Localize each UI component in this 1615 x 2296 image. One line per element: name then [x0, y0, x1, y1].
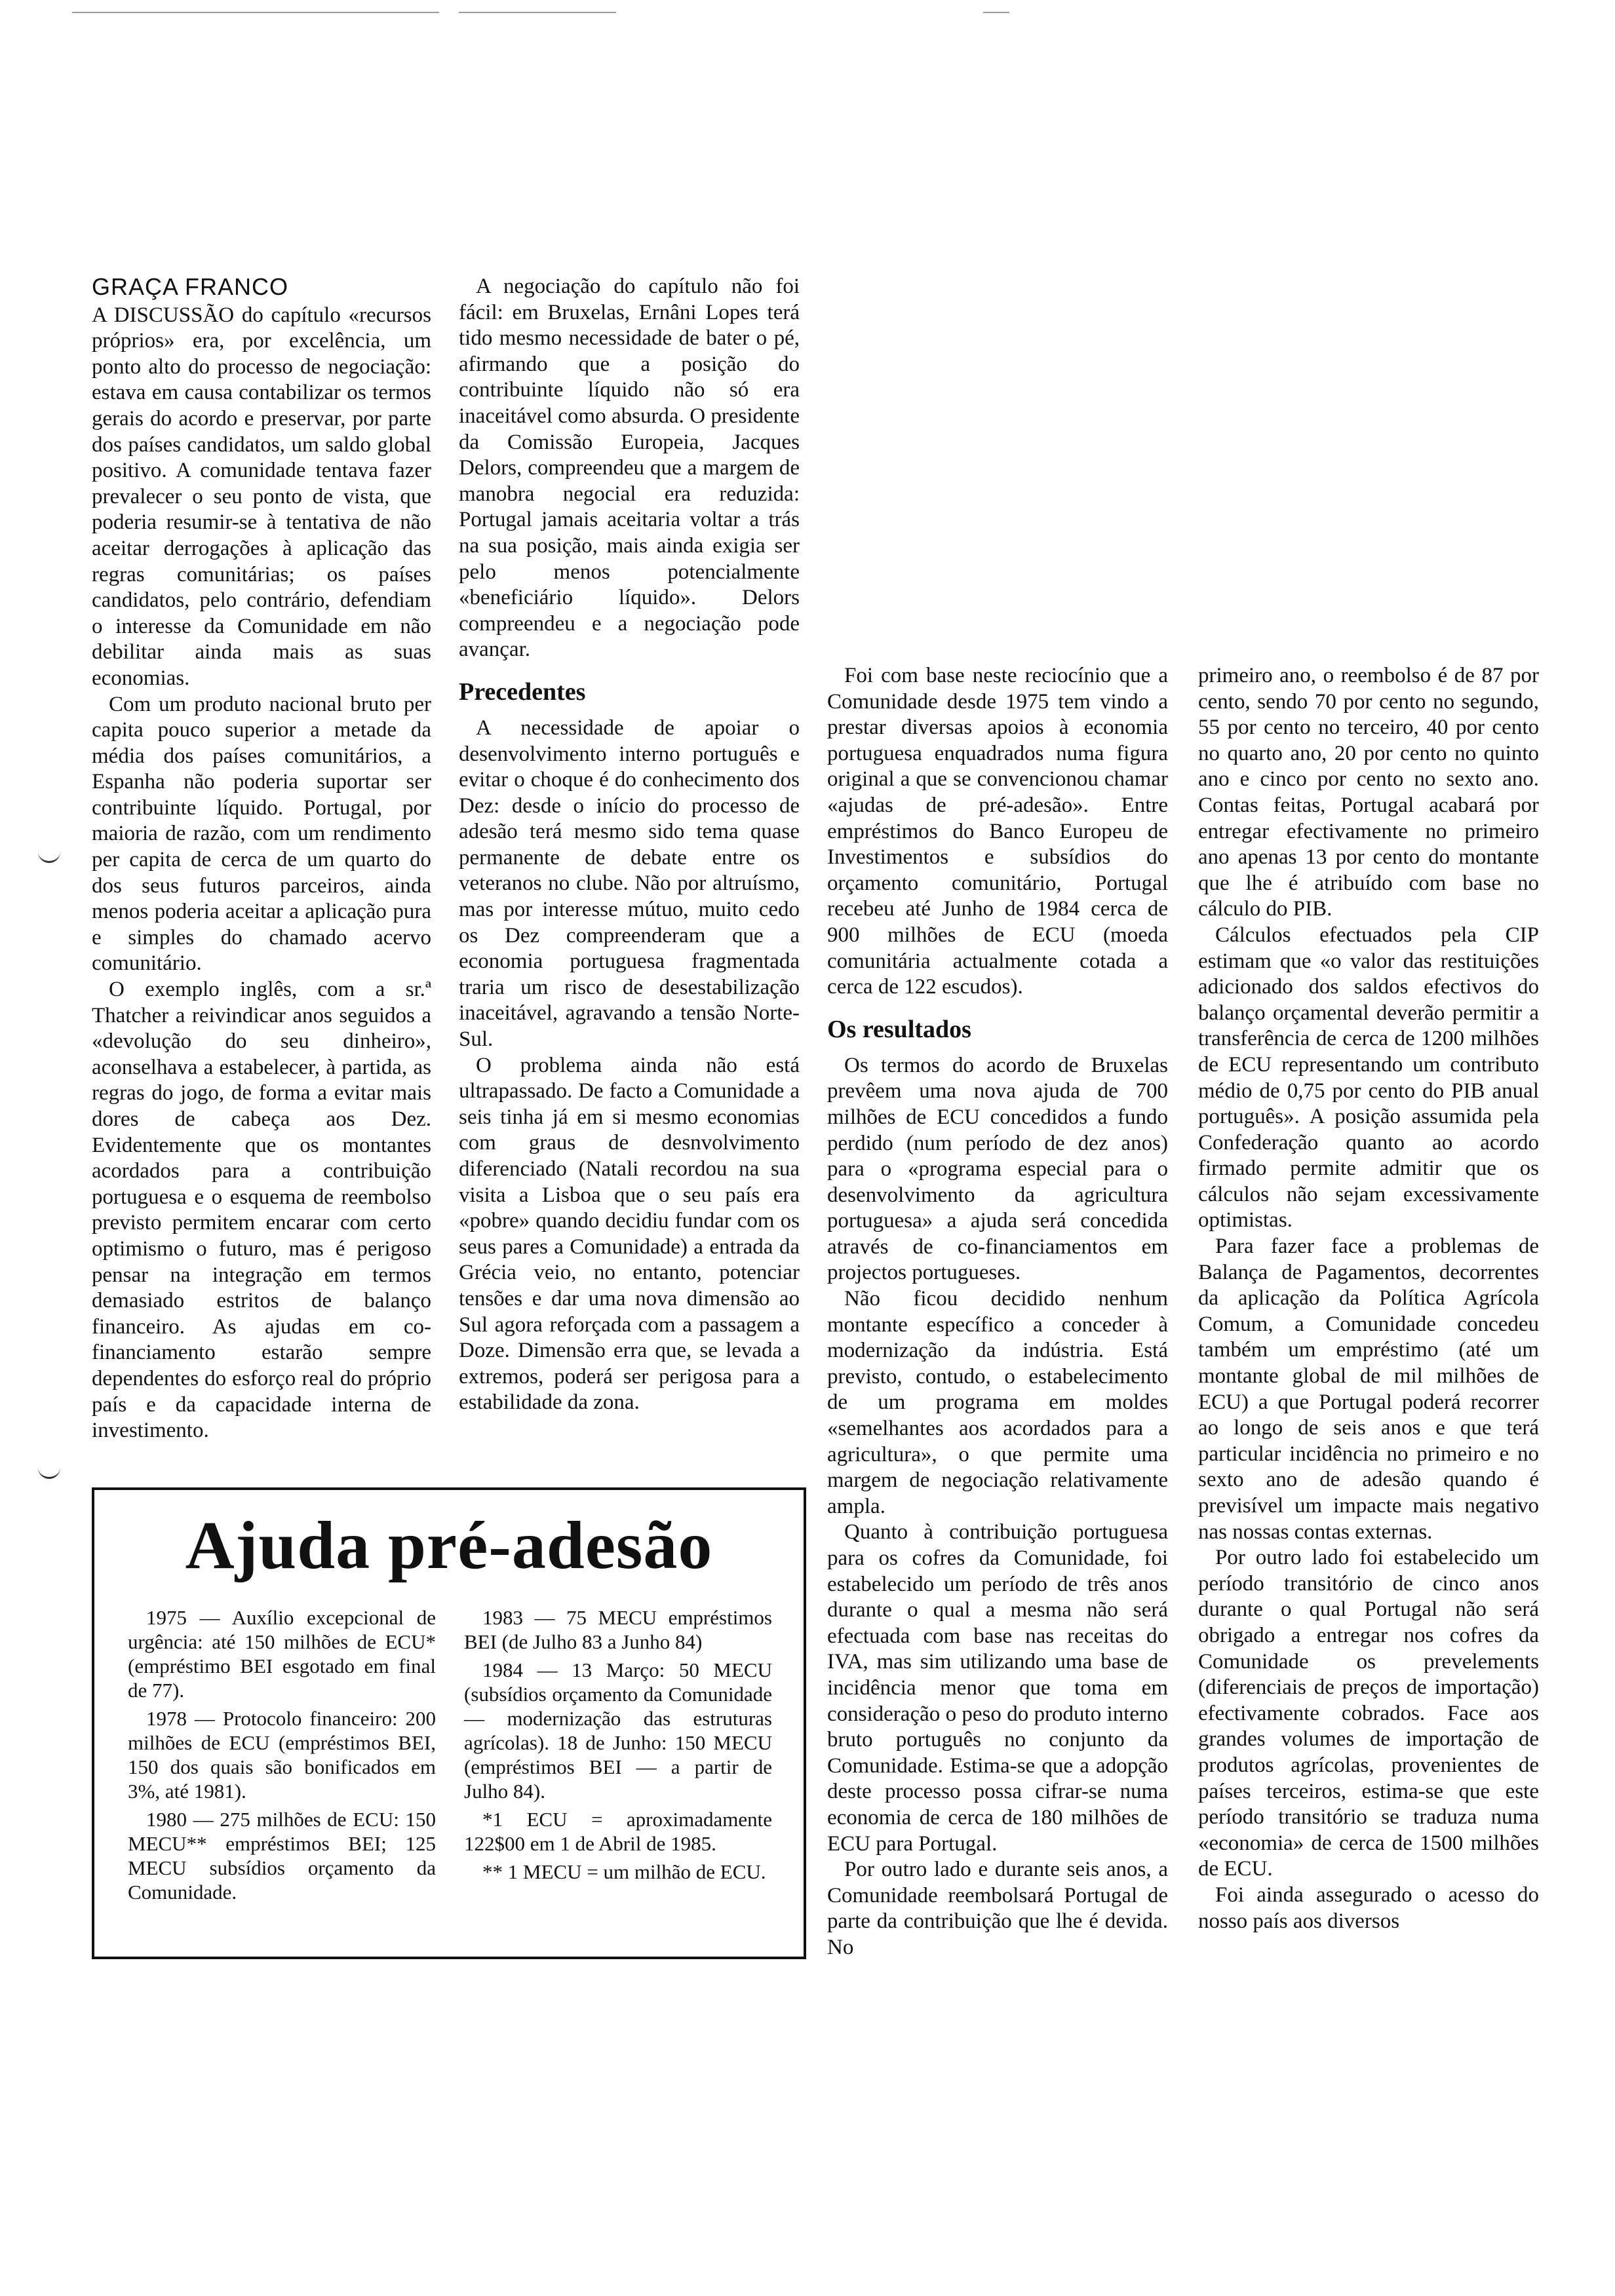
box-entry: *1 ECU = aproximadamente 122$00 em 1 de Abril de 1985.: [464, 1808, 772, 1855]
box-entry: 1975 — Auxílio excepcional de urgência: até 150 milhões de ECU* (empréstimo BEI esgotado em final de 77).: [128, 1606, 436, 1702]
subheading-os-resultados: Os resultados: [827, 1015, 971, 1043]
paragraph: Para fazer face a problemas de Balança de Pagamentos, decorrentes da aplicação da Política Agrícola Comum, a Comunidade concedeu também um empréstimo (até um montante global de mil milhões de ECU) a que Portugal poderá recorrer ao longo de seis anos e que terá particular incidência no primeiro e no sexto ano de adesão quando é previsível um impacte mais negativo nas nossas contas externas.: [1198, 1234, 1539, 1544]
paragraph: Quanto à contribuição portuguesa para os cofres da Comunidade, foi estabelecido um período de três anos durante o qual a mesma não será efectuada com base nas receitas do IVA, mas sim utilizando uma base de incidência menor que toma em consideração o peso do produto interno bruto português no conjunto da Comunidade. Estima-se que a adopção deste processo possa cifrar-se numa economia de cerca de 180 milhões de ECU para Portugal.: [827, 1520, 1168, 1856]
subheading-precedentes: Precedentes: [459, 678, 586, 706]
top-rule: [983, 12, 1009, 13]
article-column-4: [1198, 663, 1539, 1934]
paragraph: A DISCUSSÃO do capítulo «recursos próprios» era, por excelência, um ponto alto do processo de negociação: estava em causa contabilizar os termos gerais do acordo e preservar, por parte dos países candidatos, um saldo global positivo. A comunidade tentava fazer prevalecer o seu ponto de vista, que poderia resumir-se à tentativa de não aceitar derrogações à aplicação das regras comunitárias; os países candidatos, pelo contrário, defendiam o interesse da Comunidade em não debilitar ainda mais as suas economias.: [92, 303, 431, 690]
top-rule: [72, 12, 439, 13]
paragraph: Cálculos efectuados pela CIP estimam que «o valor das restituições adicionado dos saldos efectivos do balanço orçamental deverão permitir a transferência de cerca de 1200 milhões de ECU representando um contributo médio de 0,75 por cento do PIB anual português». A posição assumida pela Confederação quanto ao acordo firmado permite admitir que os cálculos não sejam excessivamente optimistas.: [1198, 923, 1539, 1233]
paragraph: primeiro ano, o reembolso é de 87 por cento, sendo 70 por cento no segundo, 55 por cento no terceiro, 40 por cento no quarto ano, 20 por cento no quinto ano e cinco por cento no sexto ano. Contas feitas, Portugal acabará por entregar efectivamente no primeiro ano apenas 13 por cento do montante que lhe é atribuído com base no cálculo do PIB.: [1198, 664, 1539, 921]
paragraph: Os termos do acordo de Bruxelas prevêem uma nova ajuda de 700 milhões de ECU concedidos a fundo perdido (num período de dez anos) para o «programa especial para o desenvolvimento da agricultura portuguesa» a ajuda será concedida através de co-financiamentos em projectos portugueses.: [827, 1053, 1168, 1285]
paragraph: Com um produto nacional bruto per capita pouco superior a metade da média dos países comunitários, a Espanha não poderia suportar ser contribuinte líquido. Portugal, por maioria de razão, com um rendimento per capita de cerca de um quarto do dos seus futuros parceiros, ainda menos poderia aceitar a aplicação pura e simples do chamado acervo comunitário.: [92, 692, 431, 976]
top-rule: [459, 12, 616, 13]
article-column-3: [827, 663, 1168, 1961]
margin-mark: [38, 1468, 60, 1479]
margin-mark: [38, 852, 60, 863]
article-column-1: [92, 274, 431, 1444]
paragraph: A negociação do capítulo não foi fácil: em Bruxelas, Ernâni Lopes terá tido mesmo necessidade de bater o pé, afirmando que a posição do contribuinte líquido não só era inaceitável como absurda. O presidente da Comissão Europeia, Jacques Delors, compreendeu que a margem de manobra negocial era reduzida: Portugal jamais aceitaria voltar a trás na sua posição, mais ainda exigia ser pelo menos potencialmente «beneficiário líquido». Delors compreendeu e a negociação pode avançar.: [459, 275, 800, 662]
article-column-2: [459, 274, 800, 1416]
box-entry: 1978 — Protocolo financeiro: 200 milhões de ECU (empréstimos BEI, 150 dos quais são bonificados em 3%, até 1981).: [128, 1707, 436, 1803]
box-entry: 1984 — 13 Março: 50 MECU (subsídios orçamento da Comunidade — modernização das estruturas agrícolas). 18 de Junho: 150 MECU (empréstimos BEI — a partir de Julho 84).: [464, 1658, 772, 1803]
box-entry: 1983 — 75 MECU empréstimos BEI (de Julho 83 a Junho 84): [464, 1606, 772, 1653]
paragraph: A necessidade de apoiar o desenvolvimento interno português e evitar o choque é do conhecimento dos Dez: desde o início do processo de adesão terá mesmo sido tema quase permanente de debate entre os veteranos no clube. Não por altruísmo, mas por interesse mútuo, muito cedo os Dez compreenderam que a economia portuguesa fragmentada traria um risco de desestabilização inaceitável, agravando a tensão Norte-Sul.: [459, 716, 800, 1052]
byline: GRAÇA FRANCO: [92, 273, 289, 300]
paragraph: O exemplo inglês, com a sr.ª Thatcher a reivindicar anos seguidos a «devolução do seu dinheiro», aconselhava a estabelecer, à partida, as regras do jogo, de forma a evitar mais dores de cabeça aos Dez. Evidentemente que os montantes acordados para a contribuição portuguesa e o esquema de reembolso previsto permitem encarar com certo optimismo o futuro, mas é perigoso pensar na integração em termos demasiado estritos de balanço financeiro. As ajudas em co-financiamento estarão sempre dependentes do esforço real do próprio país e da capacidade interna de investimento.: [92, 978, 431, 1443]
box-title: Ajuda pré-adesão: [185, 1508, 713, 1583]
paragraph: Não ficou decidido nenhum montante específico a conceder à modernização da indústria. Está previsto, contudo, o estabelecimento de um programa em moldes «semelhantes aos acordados para a agricultura», o que permite uma margem de negociação relativamente ampla.: [827, 1287, 1168, 1518]
paragraph: Por outro lado e durante seis anos, a Comunidade reembolsará Portugal de parte da contribuição que lhe é devida. No: [827, 1858, 1168, 1959]
paragraph: Foi ainda assegurado o acesso do nosso país aos diversos: [1198, 1883, 1539, 1933]
paragraph: Por outro lado foi estabelecido um período transitório de cinco anos durante o qual Portugal não será obrigado a entregar nos cofres da Comunidade os prevelements (diferenciais de preços de importação) efectivamente cobrados. Face aos grandes volumes de importação de produtos agrícolas, provenientes de países terceiros, estima-se que este período transitório se traduza numa «economia» de cerca de 1500 milhões de ECU.: [1198, 1546, 1539, 1881]
box-column-right: [464, 1605, 772, 1888]
paragraph: Foi com base neste reciocínio que a Comunidade desde 1975 tem vindo a prestar diversas apoios à economia portuguesa enquadrados numa figura original a que se convencionou chamar «ajudas de pré-adesão». Entre empréstimos do Banco Europeu de Investimentos e subsídios do orçamento comunitário, Portugal recebeu até Junho de 1984 cerca de 900 milhões de ECU (moeda comunitária actualmente cotada a cerca de 122 escudos).: [827, 664, 1168, 999]
box-entry: ** 1 MECU = um milhão de ECU.: [482, 1860, 766, 1883]
box-entry: 1980 — 275 milhões de ECU: 150 MECU** empréstimos BEI; 125 MECU subsídios orçamento da Comunidade.: [128, 1808, 436, 1904]
paragraph: O problema ainda não está ultrapassado. De facto a Comunidade a seis tinha já em si mesmo economias com graus de desnvolvimento diferenciado (Natali recordou na sua visita a Lisboa que o seu país era «pobre» quando decidiu fundar com os seus pares a Comunidade) a entrada da Grécia veio, no entanto, potenciar tensões e dar uma nova dimensão ao Sul agora reforçada com a passagem a Doze. Dimensão erra que, se levada a extremos, poderá ser perigosa para a estabilidade da zona.: [459, 1053, 800, 1415]
box-column-left: [128, 1605, 436, 1908]
